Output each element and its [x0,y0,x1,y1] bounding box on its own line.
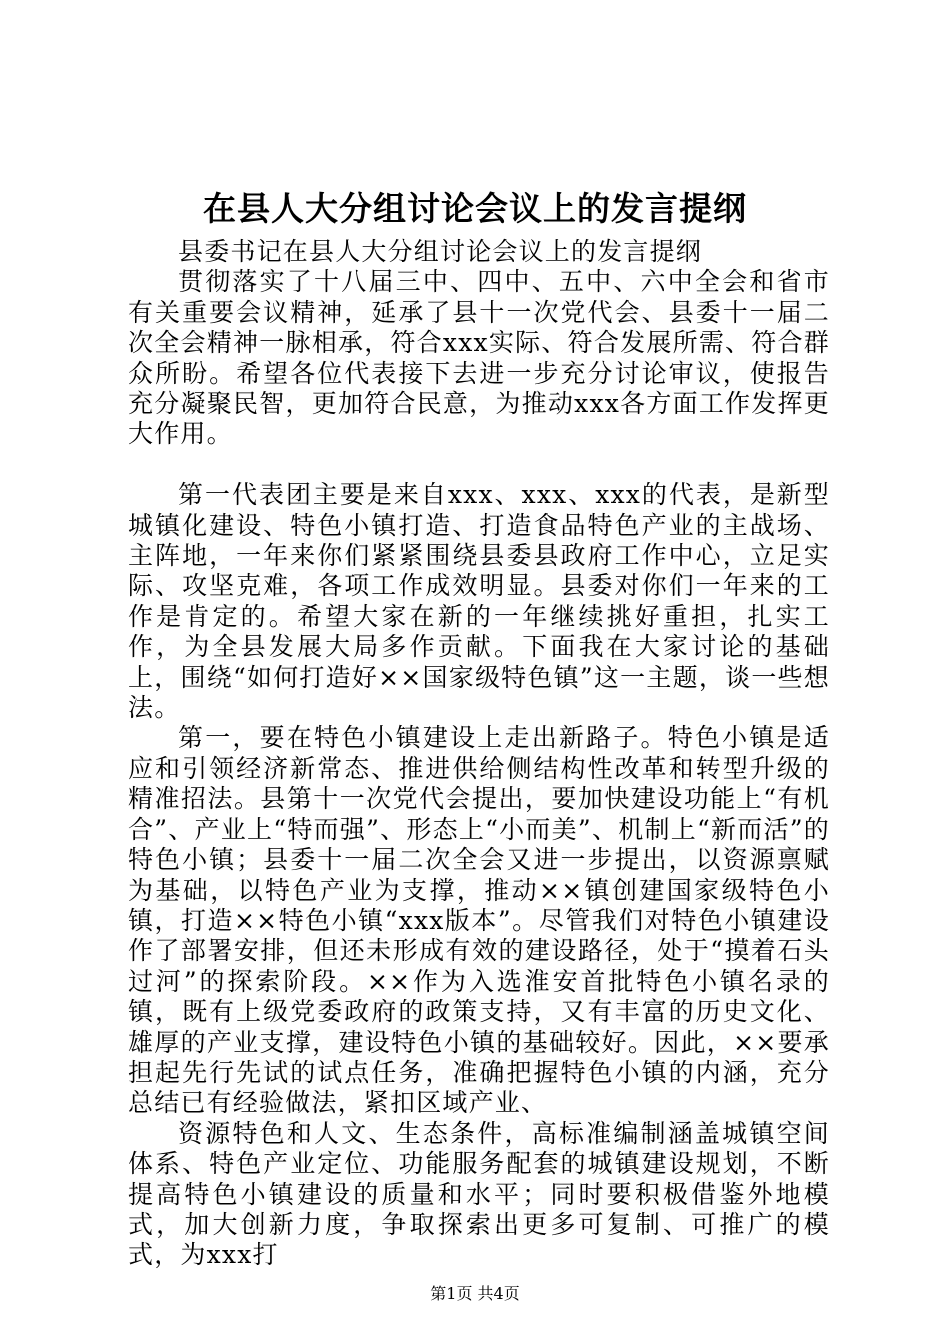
document-body [128,237,830,1271]
paragraph-subtitle: 县委书记在县人大分组讨论会议上的发言提纲 [178,237,703,266]
paragraph-intro: 贯彻落实了十八届三中、四中、五中、六中全会和省市有关重要会议精神，延承了县十一次党代会、县委十一届二次全会精神一脉相承，符合xxx实际、符合发展所需、符合群众所盼。希望各位代表接下去进一步充分讨论审议，使报告充分凝聚民智，更加符合民意，为推动xxx各方面工作发挥更大作用。 [128,267,830,449]
paragraph-continuation: 资源特色和人文、生态条件，高标准编制涵盖城镇空间体系、特色产业定位、功能服务配套的城镇建设规划，不断提高特色小镇建设的质量和水平；同时要积极借鉴外地模式，加大创新力度，争取探索出更多可复制、可推广的模式，为xxx打 [128,1118,830,1270]
page-number-footer: 第1页 共4页 [430,1284,520,1303]
document-title: 在县人大分组讨论会议上的发言提纲 [203,189,747,228]
paragraph-delegation: 第一代表团主要是来自xxx、xxx、xxx的代表，是新型城镇化建设、特色小镇打造、打造食品特色产业的主战场、主阵地，一年来你们紧紧围绕县委县政府工作中心，立足实际、攻坚克难，各项工作成效明显。县委对你们一年来的工作是肯定的。希望大家在新的一年继续挑好重担，扎实工作，为全县发展大局多作贡献。下面我在大家讨论的基础上，围绕“如何打造好××国家级特色镇”这一主题，谈一些想法。 [128,480,830,723]
paragraph-point-one: 第一，要在特色小镇建设上走出新路子。特色小镇是适应和引领经济新常态、推进供给侧结构性改革和转型升级的精准招法。县第十一次党代会提出，要加快建设功能上“有机合”、产业上“特而强”、形态上“小而美”、机制上“新而活”的特色小镇；县委十一届二次全会又进一步提出，以资源禀赋为基础，以特色产业为支撑，推动××镇创建国家级特色小镇，打造××特色小镇“xxx版本”。尽管我们对特色小镇建设作了部署安排，但还未形成有效的建设路径，处于“摸着石头过河”的探索阶段。××作为入选淮安首批特色小镇名录的镇，既有上级党委政府的政策支持，又有丰富的历史文化、雄厚的产业支撑，建设特色小镇的基础较好。因此，××要承担起先行先试的试点任务，准确把握特色小镇的内涵，充分总结已有经验做法，紧扣区域产业、 [128,723,830,1118]
